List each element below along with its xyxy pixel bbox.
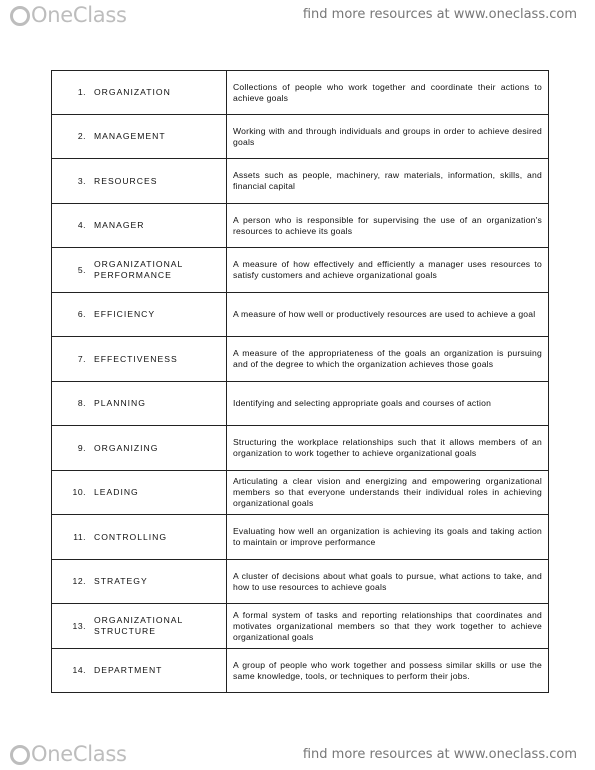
term-label: ORGANIZATIONAL STRUCTURE xyxy=(94,615,183,636)
definition-cell: A measure of how well or productively resources are used to achieve a goal xyxy=(227,293,549,337)
term-label: CONTROLLING xyxy=(94,531,168,542)
term-cell xyxy=(52,604,227,649)
header-tagline[interactable]: find more resources at www.oneclass.com xyxy=(302,7,577,22)
term-cell xyxy=(52,159,227,204)
table-row xyxy=(52,426,549,471)
table-row xyxy=(52,71,549,115)
table-row xyxy=(52,382,549,426)
term-label: ORGANIZATION xyxy=(94,87,171,97)
definition-cell: A group of people who work together and possess similar skills or use the same knowledge, tools, or techniques to perform their jobs. xyxy=(227,649,549,693)
definition-cell: Assets such as people, machinery, raw materials, information, skills, and financial capital xyxy=(227,159,549,204)
term-label: ORGANIZING xyxy=(94,442,159,453)
term-cell xyxy=(52,293,227,337)
term-cell xyxy=(52,71,227,115)
term-number: 5. xyxy=(77,264,86,275)
term-label: DEPARTMENT xyxy=(94,665,163,675)
term-cell xyxy=(52,515,227,560)
term-cell xyxy=(52,204,227,248)
definition-cell: Structuring the workplace relationships such that it allows members of an organization to work together to achieve organizational goals xyxy=(227,426,549,471)
table-row xyxy=(52,159,549,204)
oneclass-logo-footer[interactable] xyxy=(10,742,127,766)
term-cell xyxy=(52,649,227,693)
term-number: 1. xyxy=(77,87,86,97)
oneclass-logo[interactable] xyxy=(10,3,127,27)
footer-tagline[interactable]: find more resources at www.oneclass.com xyxy=(302,747,577,762)
term-number: 10. xyxy=(72,487,86,497)
term-label: EFFECTIVENESS xyxy=(94,353,178,364)
term-label: PLANNING xyxy=(94,398,146,408)
logo-ring-icon xyxy=(10,6,30,26)
term-label: ORGANIZATIONAL PERFORMANCE xyxy=(94,259,183,280)
table-row xyxy=(52,115,549,159)
definition-cell: A formal system of tasks and reporting relationships that coordinates and motivates organizational members so that they work together to achieve organizational goals xyxy=(227,604,549,649)
term-number: 12. xyxy=(72,576,86,586)
table-row xyxy=(52,248,549,293)
term-cell xyxy=(52,382,227,426)
term-number: 8. xyxy=(77,398,86,408)
term-number: 9. xyxy=(77,442,86,453)
definition-cell: Collections of people who work together and coordinate their actions to achieve goals xyxy=(227,71,549,115)
definition-cell: Articulating a clear vision and energizing and empowering organizational members so that everyone understands their individual roles in achieving organizational goals xyxy=(227,471,549,515)
definition-cell: Identifying and selecting appropriate goals and courses of action xyxy=(227,382,549,426)
term-number: 3. xyxy=(77,175,86,186)
term-number: 2. xyxy=(77,131,86,141)
term-cell xyxy=(52,471,227,515)
term-number: 11. xyxy=(73,531,86,542)
term-label: STRATEGY xyxy=(94,576,148,586)
definition-cell: A cluster of decisions about what goals to pursue, what actions to take, and how to use resources to achieve goals xyxy=(227,560,549,604)
definitions-table xyxy=(51,70,549,693)
definition-cell: Evaluating how well an organization is achieving its goals and taking action to maintain or improve performance xyxy=(227,515,549,560)
term-cell xyxy=(52,248,227,293)
term-label: MANAGEMENT xyxy=(94,131,166,141)
definition-cell: A measure of the appropriateness of the goals an organization is pursuing and of the degree to which the organization achieves those goals xyxy=(227,337,549,382)
logo-text: OneClass xyxy=(31,742,127,766)
term-cell xyxy=(52,560,227,604)
table-row xyxy=(52,471,549,515)
table-row xyxy=(52,293,549,337)
term-label: MANAGER xyxy=(94,220,145,230)
term-number: 6. xyxy=(77,309,86,319)
table-row xyxy=(52,337,549,382)
definition-cell: Working with and through individuals and groups in order to achieve desired goals xyxy=(227,115,549,159)
logo-text: OneClass xyxy=(31,3,127,27)
definition-cell: A measure of how effectively and efficiently a manager uses resources to satisfy customers and achieve organizational goals xyxy=(227,248,549,293)
table-row xyxy=(52,204,549,248)
table-row xyxy=(52,560,549,604)
term-number: 7. xyxy=(77,353,86,364)
term-number: 4. xyxy=(77,220,86,230)
term-label: RESOURCES xyxy=(94,175,158,186)
definition-cell: A person who is responsible for supervising the use of an organization's resources to achieve its goals xyxy=(227,204,549,248)
term-cell xyxy=(52,115,227,159)
logo-ring-icon xyxy=(10,745,30,765)
term-number: 13. xyxy=(72,620,86,631)
term-label: EFFICIENCY xyxy=(94,309,156,319)
table-row xyxy=(52,515,549,560)
term-label: LEADING xyxy=(94,487,139,497)
term-cell xyxy=(52,426,227,471)
term-number: 14. xyxy=(72,665,86,675)
table-row xyxy=(52,649,549,693)
table-row xyxy=(52,604,549,649)
term-cell xyxy=(52,337,227,382)
